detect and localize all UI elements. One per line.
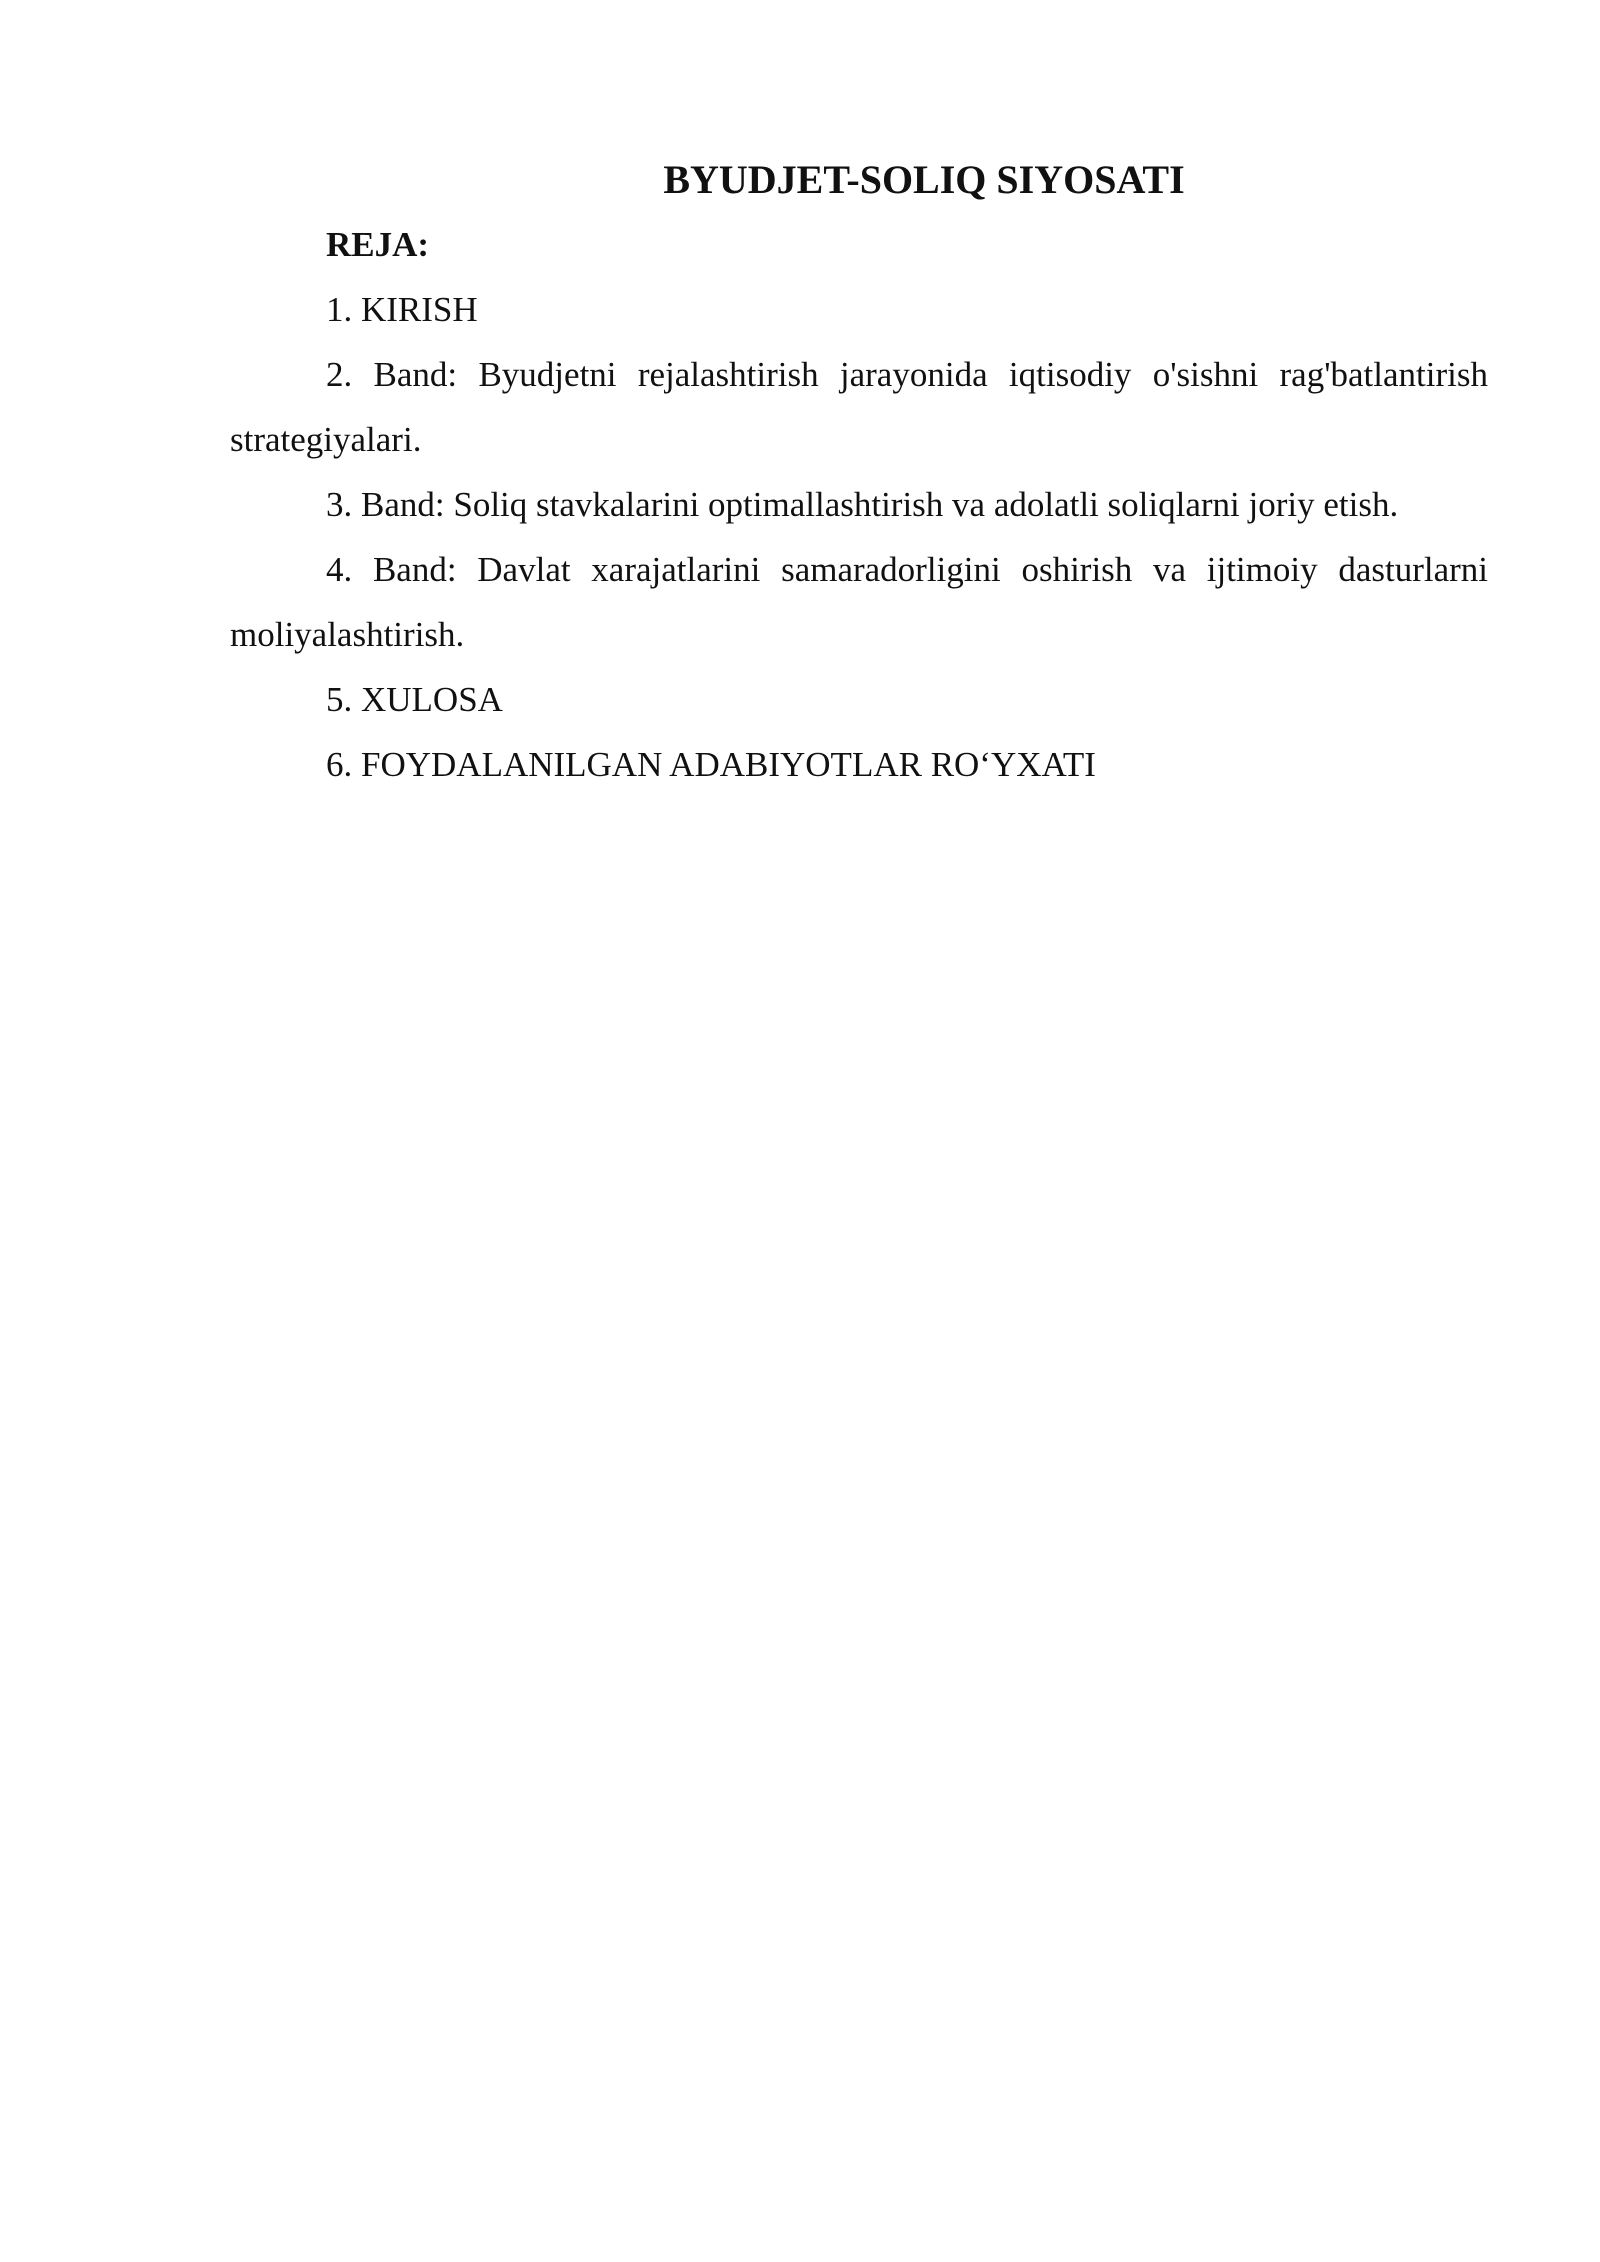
plan-item-intro: 1. KIRISH bbox=[326, 290, 478, 329]
plan-list bbox=[230, 277, 1488, 797]
plan-item-references: 6. FOYDALANILGAN ADABIYOTLAR RO‘YXATI bbox=[326, 745, 1096, 784]
plan-item-band-3: 4. Band: Davlat xarajatlarini samaradorligini oshirish va ijtimoiy dasturlarni moliyalashtirish. bbox=[230, 550, 1488, 654]
plan-item-conclusion: 5. XULOSA bbox=[326, 680, 503, 719]
plan-heading: REJA: bbox=[326, 225, 430, 264]
document-content bbox=[230, 148, 1488, 797]
document-title: BYUDJET-SOLIQ SIYOSATI bbox=[663, 157, 1185, 202]
plan-item-band-1: 2. Band: Byudjetni rejalashtirish jarayonida iqtisodiy o'sishni rag'batlantirish strategiyalari. bbox=[230, 355, 1488, 459]
plan-item-band-2: 3. Band: Soliq stavkalarini optimallashtirish va adolatli soliqlarni joriy etish. bbox=[326, 485, 1399, 524]
